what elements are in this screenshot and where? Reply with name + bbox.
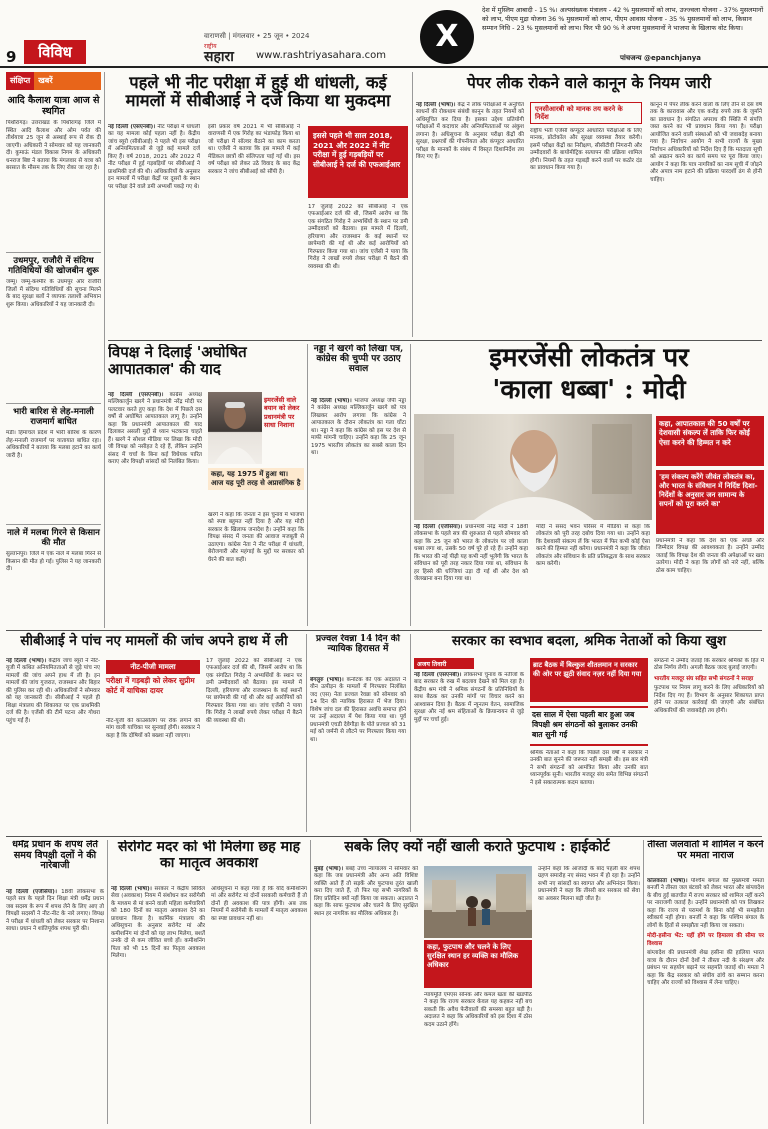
modi-quote: 'हम संकल्प करेंगे जीवंत लोकतंत्र का, और भारत के संविधान में निर्दिष्ट दिशा-निर्देशों के अनुसार जन सामान्य के सपनों को पूरा करने का': [656, 470, 764, 534]
surrogate-body-2: अधिसूचना में कहा गया है कि यदि कमीशनिंग मां और सरोगेट मां दोनों सरकारी कर्मचारी हैं तो दोनों ही अवकाश की पात्र होंगी। अब तक नियमों में सरोगेसी के मामलों में मातृत्व अवकाश का स्पष्ट प्रावधान नहीं था।: [211, 886, 307, 922]
section-divider: [6, 836, 762, 837]
cbi-five-body: [6, 658, 100, 830]
labour-byline: अजय तिवारी: [414, 658, 474, 669]
mamata-subhead: मोदी-हसीना भेंट: यहीं होंगे पर हिमालय की सीमा पर विश्वास: [647, 933, 764, 947]
emergency-body-3: प्रधानमंत्री ने कहा कि देश को एक अच्छे और जिम्मेदार विपक्ष की आवश्यकता है। उन्होंने उम्मीद जताई कि विपक्ष देश की जनता की अपेक्षाओं पर खरा उतरेगा। मोदी ने कहा कि लोगों को नारे नहीं, बल्कि ठोस काम चाहिए।: [656, 538, 764, 574]
portrait-icon: [414, 414, 652, 520]
dateline: नई दिल्ली (एसएनबी)।: [108, 392, 164, 398]
footpath-callout: कहा, फुटपाथ और चलने के लिए सुरक्षित स्थान हर व्यक्ति का मौलिक अधिकार: [424, 940, 532, 988]
paper-leak-body-text: केंद्र ने लोक परीक्षाओं में अनुचित साधनों की रोकथाम संबंधी कानून के तहत नियमों को अधिसूचित कर दिया है। इसका उद्देश्य प्रतियोगी परीक्षाओं में कदाचार और अनियमितताओं पर अंकुश लगाना है। अधिसूचना के अनुसार परीक्षा केंद्रों की सुरक्षा, प्रश्नपत्रों की गोपनीयता और कंप्यूटर आधारित परीक्षा के मानकों के संबंध में विस्तृत दिशानिर्देश तय किए गए हैं।: [416, 102, 524, 161]
footpath-body-2: न्यायमूर्ति एमएस सोनक और कमल खता की खंडपीठ ने कहा कि राज्य सरकार केवल यह कहकर नहीं बच सकती कि अवैध फेरीवालों की समस्या बहुत बड़ी है। अदालत ने कहा कि अधिकारियों को इस दिशा में ठोस कदम उठाने होंगे।: [424, 992, 532, 1028]
brief-item-title: आदि कैलाश यात्रा आज से स्थगित: [7, 95, 100, 117]
brief-item-title: उधमपुर, राजौरी में संदिग्ध गतिविधियों की खोजबीन शुरू: [8, 256, 99, 276]
dateline: नई दिल्ली (एजेंसियां)।: [414, 524, 463, 530]
masthead: [0, 0, 768, 70]
neet-callout: [308, 126, 408, 198]
dharmendra-headline: धर्मेंद्र प्रधान के शपथ लेते समय विपक्षी दलों ने की नारेबाजी: [12, 840, 98, 872]
surrogate-headline: सेरोगेट मदर को भी मिलेगा छह माह का मातृत्व अवकाश: [117, 840, 301, 871]
brief-header-right: खबरें: [34, 72, 101, 90]
right-top-body: निर्वाचन आयोग ने सभी राज्यों के मुख्य निर्वाचन अधिकारियों को निर्देश दिए हैं कि मतदाता सूची को अद्यतन करने का कार्य समय पर पूरा किया जाए। आयोग ने कहा कि पात्र नागरिकों का नाम सूची में जोड़ने और अपात्र नाम हटाने की प्रक्रिया पारदर्शी ढंग से होनी चाहिए।: [650, 139, 762, 183]
labour-headline: सरकार का स्वभाव बदला, श्रमिक नेताओं को किया खुश: [451, 633, 727, 649]
labour-body-3: [654, 658, 764, 830]
dateline: कोलकाता (भाषा)।: [647, 878, 688, 884]
brief-item-title: भारी बारिश से लेह-मनाली राजमार्ग बाधित: [13, 407, 94, 427]
revanna-body: [310, 677, 406, 831]
footpath-photo: [424, 866, 532, 938]
opposition-body: [108, 392, 202, 624]
dateline: नई दिल्ली (भाषा)।: [6, 658, 47, 664]
surrogate-story: [111, 840, 307, 1124]
neet-body-text: नीट परीक्षा में धांधली का यह मामला कोई पहला नहीं है। केंद्रीय जांच ब्यूरो (सीबीआई) ने पहले भी इस परीक्षा में अनियमितताओं से जुड़े कई मामले दर्ज किए हैं। वर्ष 2018, 2021 और 2022 में नीट परीक्षा में हुई गड़बड़ियों पर सीबीआई ने प्राथमिकी दर्ज की थी। अधिकारियों के अनुसार इन मामलों में परीक्षा केंद्रों पर दूसरों के स्थान पर परीक्षा देने वाले डमी अभ्यर्थी पकड़े गए थे।: [108, 124, 200, 190]
neet-body-3: 17 जुलाई 2022 को सीबीआई ने एक एफआईआर दर्ज की थी, जिसमें आरोप था कि एक संगठित गिरोह ने अभ्यर्थियों के स्थान पर डमी उम्मीदवारों को बैठाया। इस मामले में दिल्ली, हरियाणा और राजस्थान के कई स्थानों पर छापेमारी की गई थी और कई आरोपियों को गिरफ्तार किया गया था। जांच एजेंसी ने पाया कि गिरोह ने लाखों रुपये लेकर परीक्षा में बैठने की व्यवस्था की थी।: [308, 204, 408, 270]
kharge-caption-red: इमरजेंसी वाले बयान को लेकर प्रधानमंत्री पर साधा निशाना: [264, 396, 300, 429]
dharmendra-body-text: 18वीं लोकसभा के पहले सत्र के पहले दिन शिक्षा मंत्री धर्मेंद्र प्रधान जब सदस्य के रूप में शपथ लेने के लिए आए तो विपक्षी सदस्यों ने नीट-नीट के नारे लगाए। विपक्ष ने परीक्षा में धांधली को लेकर सरकार पर निशाना साधा। प्रधान ने शांतिपूर्वक शपथ पूरी की।: [6, 889, 104, 933]
opposition-body-text: कांग्रेस अध्यक्ष मल्लिकार्जुन खरगे ने प्रधानमंत्री नरेंद्र मोदी पर पलटवार करते हुए कहा कि देश में पिछले दस वर्षों से अघोषित आपातकाल लागू है। उन्होंने कहा कि प्रधानमंत्री आपातकाल की याद दिलाकर असली मुद्दों से ध्यान भटकाना चाहते हैं। खरगे ने सोशल मीडिया पर लिखा कि मोदी जी विपक्ष को नसीहत दे रहे हैं, लेकिन उन्होंने संसद में चर्चा के बिना कई विधेयक पारित कराए और विपक्षी सांसदों को निलंबित किया।: [108, 392, 202, 466]
surrogate-body-text: सरकार ने केंद्रीय सिविल सेवा (अवकाश) नियम में संशोधन कर सरोगेसी के माध्यम से मां बनने वाली महिला कर्मचारियों को 180 दिनों का मातृत्व अवकाश देने का प्रावधान किया है। कार्मिक मंत्रालय की अधिसूचना के अनुसार सरोगेट मां और कमीशनिंग मां दोनों को यह लाभ मिलेगा, बशर्ते उनके दो से कम जीवित बच्चे हों। कमीशनिंग पिता को भी 15 दिनों का पितृत्व अवकाश मिलेगा।: [111, 886, 205, 960]
paper-leak-body-1: [416, 102, 524, 334]
footpath-headline: सबके लिए क्यों नहीं खाली कराते फुटपाथ : हाईकोर्ट: [344, 839, 610, 855]
labour-body-text: संगठनों ने उम्मीद जताई कि सरकार श्रमिकों के हित में ठोस निर्णय लेगी। अगली बैठक जल्द बुलाई जाएगी।: [654, 658, 764, 672]
website[interactable]: www.rashtriyasahara.com: [256, 50, 387, 61]
labour-story: [414, 634, 764, 832]
brief-item-text: जम्मू। जम्मू-कश्मीर के उधमपुर और राजौरी जिलों में संदिग्ध गतिविधियों की सूचना मिलने के बाद सुरक्षा बलों ने व्यापक तलाशी अभियान शुरू किया। अधिकारियों ने यह जानकारी दी।: [6, 279, 101, 308]
footpath-body-3: उन्होंने कहा कि आजादी के बाद पहली बार शपथ ग्रहण समारोह नए संसद भवन में हो रहा है। उन्होंने सभी नए सांसदों का स्वागत और अभिनंदन किया। प्रधानमंत्री ने कहा कि तीसरी बार सरकार को सेवा का अवसर मिलना बड़ी जीत है।: [538, 866, 640, 902]
paper-leak-tag-text: एनसीआरबी को मानक तय करने के निर्देश: [535, 105, 623, 122]
paper-leak-body-text: कानून में पेपर लीक करने वालों के लिए तीन से दस वर्ष तक के कारावास और एक करोड़ रुपये तक के जुर्माने का प्रावधान है। संगठित अपराध की स्थिति में संपत्ति जब्त करने का भी प्रावधान किया गया है। परीक्षा आयोजित करने वाली संस्थाओं को भी जवाबदेह बनाया गया है।: [650, 102, 762, 146]
labour-body-2: श्रमिक नेताओं ने कहा कि पिछले दस वर्षों में सरकार ने उनकी बात सुनने की जरूरत नहीं समझी थी। इस बार मंत्री ने सभी संगठनों को आमंत्रित किया और उनकी बात ध्यानपूर्वक सुनी। भारतीय मजदूर संघ समेत विभिन्न संगठनों ने इसे सकारात्मक कदम बताया।: [530, 750, 648, 786]
modi-photo: [414, 414, 652, 520]
mamata-headline: तीस्ता जलवार्ता में शामिल न करने पर ममता नाराज: [647, 840, 764, 861]
street-scene-icon: [424, 866, 532, 938]
brief-item: [6, 96, 101, 248]
cbi-five-body-text: केंद्रीय जांच ब्यूरो ने नीट-यूजी में कथित अनियमितताओं से जुड़े पांच नए मामलों की जांच अपने हाथ में ली है। इन मामलों की जांच गुजरात, राजस्थान और बिहार की पुलिस कर रही थी। अधिकारियों ने सोमवार को यह जानकारी दी। सीबीआई ने पहले ही शिक्षा मंत्रालय की शिकायत पर एक प्राथमिकी दर्ज की है। एजेंसी की टीमें पटना और गोधरा पहुंच गई हैं।: [6, 658, 100, 724]
dateline: नई दिल्ली (एसएनबी)।: [414, 672, 462, 678]
cbi-five-body-3: 17 जुलाई 2022 को सीबीआई ने एक एफआईआर दर्ज की थी, जिसमें आरोप था कि एक संगठित गिरोह ने अभ्यर्थियों के स्थान पर डमी उम्मीदवारों को बैठाया। इस मामले में दिल्ली, हरियाणा और राजस्थान के कई स्थानों पर छापेमारी की गई थी और कई आरोपियों को गिरफ्तार किया गया था। जांच एजेंसी ने पाया कि गिरोह ने लाखों रुपये लेकर परीक्षा में बैठने की व्यवस्था की थी।: [206, 658, 302, 724]
column-divider: [410, 634, 411, 832]
column-divider: [104, 72, 105, 628]
mamata-body-text: पश्चिम बंगाल की मुख्यमंत्री ममता बनर्जी ने तीस्ता जल बंटवारे को लेकर भारत और बांग्लादेश के बीच हुई बातचीत में राज्य सरकार को शामिल नहीं करने पर नाराजगी जताई है। उन्होंने प्रधानमंत्री को पत्र लिखकर कहा कि राज्य से परामर्श के बिना कोई भी समझौता स्वीकार्य नहीं होगा। बनर्जी ने कहा कि पश्चिम बंगाल के लोगों के हितों से समझौता नहीं किया जा सकता।: [647, 878, 764, 929]
neet-story: [108, 74, 408, 336]
paper-leak-headline: पेपर लीक रोकने वाले कानून के नियम जारी: [467, 73, 711, 92]
divider: [6, 403, 101, 404]
cbi-five-tag-text: परीक्षा में गड़बड़ी को लेकर सुप्रीम कोर्ट में याचिका दायर: [106, 676, 195, 695]
cbi-five-tag: नीट-पीजी मामला: [106, 660, 200, 674]
cbi-five-body-2: नीट-यूजी की काउंसलिंग पर रोक लगाने की मांग वाली याचिका पर सुनवाई होगी। सरकार ने कहा है कि दोषियों को बख्शा नहीं जाएगा।: [106, 718, 200, 739]
brief-column: [6, 72, 101, 628]
column-divider: [643, 840, 644, 1124]
brief-item-text: मंडी। हिमाचल प्रदेश में भारी बारिश के कारण लेह-मनाली राजमार्ग पर यातायात बाधित रहा। अधिकारियों ने बताया कि मलबा हटाने का कार्य जारी है।: [6, 430, 101, 459]
nadda-body-text: भाजपा अध्यक्ष जेपी नड्डा ने कांग्रेस अध्यक्ष मल्लिकार्जुन खरगे को पत्र लिखकर आरोप लगाया कि कांग्रेस ने आपातकाल के दौरान लोकतंत्र का गला घोंटा था। नड्डा ने कहा कि कांग्रेस को इस पर देश से माफी मांगनी चाहिए। उन्होंने कहा कि 25 जून 1975 भारतीय लोकतंत्र का सबसे काला दिन था।: [311, 398, 406, 457]
footpath-body-text: बंबई उच्च न्यायालय ने सोमवार को कहा कि जब प्रधानमंत्री और अन्य अति विशिष्ट व्यक्ति आते हैं तो सड़कें और फुटपाथ तुरंत खाली करा दिए जाते हैं, तो फिर यह सभी नागरिकों के लिए प्रतिदिन क्यों नहीं किया जा सकता। अदालत ने कहा कि साफ फुटपाथ और चलने के लिए सुरक्षित स्थान हर नागरिक का मौलिक अधिकार है।: [314, 866, 418, 917]
surrogate-body: [111, 886, 205, 1122]
brand-small: राष्ट्रीय: [204, 43, 217, 50]
nadda-body: [311, 398, 406, 626]
paper-leak-body-3: [650, 102, 762, 334]
neet-callout-text: इससे पहले भी साल 2018, 2021 और 2022 में नीट परीक्षा में हुई गड़बड़ियों पर सीबीआई ने दर्ज की एफआईआर: [313, 131, 401, 169]
dateline: मुंबई (भाषा)।: [314, 866, 344, 872]
dharmendra-body: [6, 889, 104, 1123]
cbi-five-headline: सीबीआई ने पांच नए मामलों की जांच अपने हाथ में ली: [20, 633, 288, 649]
nadda-headline: नड्डा ने खरगे को लिखा पत्र, कांग्रेस की चुप्पी पर उठाए सवाल: [313, 344, 404, 375]
emergency-headline-2: 'काला धब्बा' : मोदी: [492, 375, 686, 405]
emergency-body-2: मोदी ने संसद भवन परिसर में मीडिया से कहा कि लोकतंत्र को पूरी तरह दबोच दिया गया था। उन्होंने कहा कि देशवासी संकल्प लें कि भारत में फिर कभी कोई ऐसा करने की हिम्मत नहीं करेगा। प्रधानमंत्री ने कहा कि जीवंत लोकतंत्र और संविधान के प्रति प्रतिबद्धता के साथ सरकार काम करेगी।: [536, 524, 650, 568]
right-top-body: फुटपाथ पर नियम लागू करने के लिए अधिकारियों को निर्देश दिए गए हैं। विभाग के अनुसार शिकायत प्राप्त होने पर तत्काल कार्रवाई की जाएगी और संबंधित अधिकारियों की जवाबदेही तय होगी।: [654, 685, 764, 714]
dateline: नई दिल्ली (एजेंसियां)।: [6, 889, 57, 895]
nadda-story: [311, 344, 406, 626]
labour-body-text: लोकसभा चुनाव के नतीजों के बाद सरकार के रुख में बदलाव देखने को मिल रहा है। केंद्रीय श्रम मंत्री ने श्रमिक संगठनों के प्रतिनिधियों के साथ बैठक कर उनकी मांगों पर विचार करने का आश्वासन दिया है। बैठक में न्यूनतम वेतन, सामाजिक सुरक्षा और नई श्रम संहिताओं के क्रियान्वयन से जुड़े मुद्दों पर चर्चा हुई।: [414, 672, 524, 723]
opposition-body-2: खरगे ने कहा कि जनता ने इस चुनाव में भाजपा को स्पष्ट बहुमत नहीं दिया है और यह मोदी सरकार के खिलाफ जनादेश है। उन्होंने कहा कि विपक्ष संसद में जनता की आवाज मजबूती से उठाएगा। कांग्रेस नेता ने नीट परीक्षा में धांधली, बेरोजगारी और महंगाई के मुद्दों पर सरकार को घेरने की बात कही।: [208, 512, 304, 563]
emergency-headline-1: इमरजेंसी लोकतंत्र पर: [489, 343, 689, 373]
labour-subhead: भारतीय मजदूर संघ सहित सभी संगठनों ने सराहा: [654, 675, 754, 682]
revanna-body-text: कर्नाटक की एक अदालत ने यौन उत्पीड़न के मामलों में गिरफ्तार निलंबित जद (एस) नेता प्रज्वल रेवन्ना को सोमवार को 14 दिन की न्यायिक हिरासत में भेज दिया। विशेष जांच दल की हिरासत अवधि समाप्त होने पर उन्हें अदालत में पेश किया गया था। पूर्व प्रधानमंत्री एचडी देवेगौड़ा के पोते प्रज्वल को 31 मई को जर्मनी से लौटने पर गिरफ्तार किया गया था।: [310, 677, 406, 743]
dateline: नई दिल्ली (एसएनबी)।: [108, 124, 156, 130]
column-divider: [410, 344, 411, 626]
edition-line: वाराणसी | मंगलवार • 25 जून • 2024: [204, 32, 310, 40]
brand-logo: [204, 42, 252, 64]
x-logo-icon: X: [420, 10, 474, 64]
column-divider: [107, 840, 108, 1124]
mamata-story: [647, 840, 764, 1124]
divider: [6, 524, 101, 525]
neet-body-2: इसी प्रकार वर्ष 2021 में भी सीबीआई ने वाराणसी में एक गिरोह का भंडाफोड़ किया था जो परीक्षा में सॉल्वर बैठाने का काम करता था। एजेंसी ने बताया कि इस मामले में कई मेडिकल छात्रों की संलिप्तता पाई गई थी। इस वर्ष परीक्षा को लेकर उठे विवाद के बाद केंद्र सरकार ने जांच सीबीआई को सौंपी है।: [208, 124, 300, 175]
divider: [6, 252, 101, 253]
neet-body-1: [108, 124, 200, 334]
opposition-headline: विपक्ष ने दिलाई 'अघोषित आपातकाल' की याद: [108, 344, 247, 378]
brief-header: [6, 72, 101, 90]
labour-quote: दस साल में ऐसा पहली बार हुआ जब विपक्षी श्रम संगठनों को बुलाकर उनकी बात सुनी गई: [530, 706, 648, 746]
dateline: नई दिल्ली (भाषा)।: [416, 102, 456, 108]
paper-leak-tag: [530, 102, 642, 124]
poll-text: देश में मुस्लिम आबादी - 15 %। अल्पसंख्यक मंत्रालय - 42 % मुसलमानों को लाभ, उज्ज्वला योजना - 37% मुसलमानों को लाभ, पीएम मुद्रा योजना 36 % मुसलमानों को लाभ, पीएम आवास योजना - 35 % मुसलमानों को लाभ, किसान सम्मान निधि - 23 % मुसलमानों को लाभ। फिर भी 90 % ने अपना मुसलमानों ने भाजपा के खिलाफ वोट किया।: [482, 6, 764, 32]
neet-headline: पहले भी नीट परीक्षा में हुई थी धांधली, कई मामलों में सीबीआई ने दर्ज किया था मुकदमा: [125, 74, 391, 111]
paper-leak-story: [416, 74, 762, 336]
brief-item-text: पिथौरागढ़। उत्तराखंड के पिथौरागढ़ जिले में स्थित आदि कैलाश और ओम पर्वत की तीर्थयात्रा 25 जून से अस्थाई रूप से रोक दी जाएगी। अधिकारी ने सोमवार को यह जानकारी दी। कुमाऊं मंडल विकास निगम के अधिकारी धनराज बिष्ट ने बताया कि मंगलवार से यात्रा को बरसात के मौसम तक के लिए रोका जा रहा है।: [6, 120, 101, 172]
brief-item: [6, 257, 101, 399]
opposition-story: [108, 344, 304, 626]
brief-item-title: नाले में मलबा गिरने से किसान की मौत: [7, 528, 100, 548]
revanna-story: [310, 634, 406, 832]
dharmendra-story: [6, 840, 104, 1124]
labour-body: [414, 672, 524, 830]
section-title: विविध: [24, 40, 86, 64]
emergency-body-text: प्रधानमंत्री नरेंद्र मोदी ने 18वीं लोकसभा के पहले सत्र की शुरुआत से पहले सोमवार को कहा कि 25 जून को भारत के लोकतंत्र पर जो काला धब्बा लगा था, उसके 50 वर्ष पूरे हो रहे हैं। उन्होंने कहा कि भारत की नई पीढ़ी यह कभी नहीं भूलेगी कि भारत के संविधान को पूरी तरह नकार दिया गया था, संविधान के हर हिस्से की धज्जियां उड़ा दी गई थीं और देश को जेलखाना बना दिया गया था।: [414, 524, 528, 583]
footpath-body: [314, 866, 418, 1122]
emergency-story: [414, 344, 764, 626]
dateline: बेंगलुरु (भाषा)।: [310, 677, 344, 683]
column-divider: [306, 634, 307, 832]
brief-item-text: सुल्तानपुर। जिले में एक नाले में मलबा गिरने से किसान की मौत हो गई। पुलिस ने यह जानकारी दी।: [6, 551, 101, 573]
brief-header-left: संक्षिप्त: [6, 72, 34, 90]
section-divider: [108, 340, 762, 341]
column-divider: [310, 840, 311, 1124]
emergency-body-1: [414, 524, 528, 624]
social-handle[interactable]: पांचजन्य @epanchjanya: [620, 54, 701, 62]
brief-item: [6, 529, 101, 628]
revanna-headline: प्रज्वल रेवन्ना 14 दिन की न्यायिक हिरासत में: [316, 634, 400, 655]
kharge-caption: कहा, यह 1975 में हुआ था। आज यह पूरी तरह से अप्रासंगिक है: [208, 468, 304, 490]
cbi-five-story: [6, 634, 302, 832]
footpath-story: [314, 840, 640, 1124]
dateline: नई दिल्ली (भाषा)।: [311, 398, 352, 404]
mamata-body-text: बांग्लादेश की प्रधानमंत्री शेख हसीना की हालिया भारत यात्रा के दौरान दोनों देशों ने तीस्ता नदी के संरक्षण और प्रबंधन पर सहयोग बढ़ाने पर सहमति जताई थी। ममता ने कहा कि केंद्र सरकार को संघीय ढांचे का सम्मान करना चाहिए और राज्यों को विश्वास में लेना चाहिए।: [647, 950, 764, 987]
portrait-icon: [208, 392, 262, 464]
page-number: 9: [6, 48, 17, 66]
modi-photo-caption: कहा, आपातकाल की 50 वर्षों पर देशवासी संकल्प लें ताकि फिर कोई ऐसा करने की हिम्मत न करे: [656, 416, 764, 466]
kharge-photo: [208, 392, 262, 464]
brand-name: सहारा: [204, 49, 234, 65]
brief-item: [6, 408, 101, 520]
section-divider: [6, 630, 762, 631]
paper-leak-body-2: राष्ट्रीय भर्ती एजेंसी कंप्यूटर आधारित परीक्षाओं के लिए मानक, प्रोटोकॉल और सुरक्षा व्यवस्था तैयार करेगी। इसमें परीक्षा केंद्रों का निरीक्षण, सीसीटीवी निगरानी और उम्मीदवारों के बायोमीट्रिक सत्यापन की प्रक्रिया शामिल होगी। नियमों के तहत गड़बड़ी करने वालों पर कठोर दंड का प्रावधान किया गया है।: [530, 128, 642, 172]
labour-callout: ब्राट बैठक में बिल्कुल शीतलमान न सरकार की ओर पर झूठी संवाद नज़र नहीं दिया गया: [530, 658, 648, 702]
column-divider: [307, 344, 308, 626]
mamata-body: [647, 878, 764, 1122]
masthead-rule: [0, 66, 768, 68]
column-divider: [412, 72, 413, 337]
dateline: नई दिल्ली (भाषा)।: [111, 886, 152, 892]
